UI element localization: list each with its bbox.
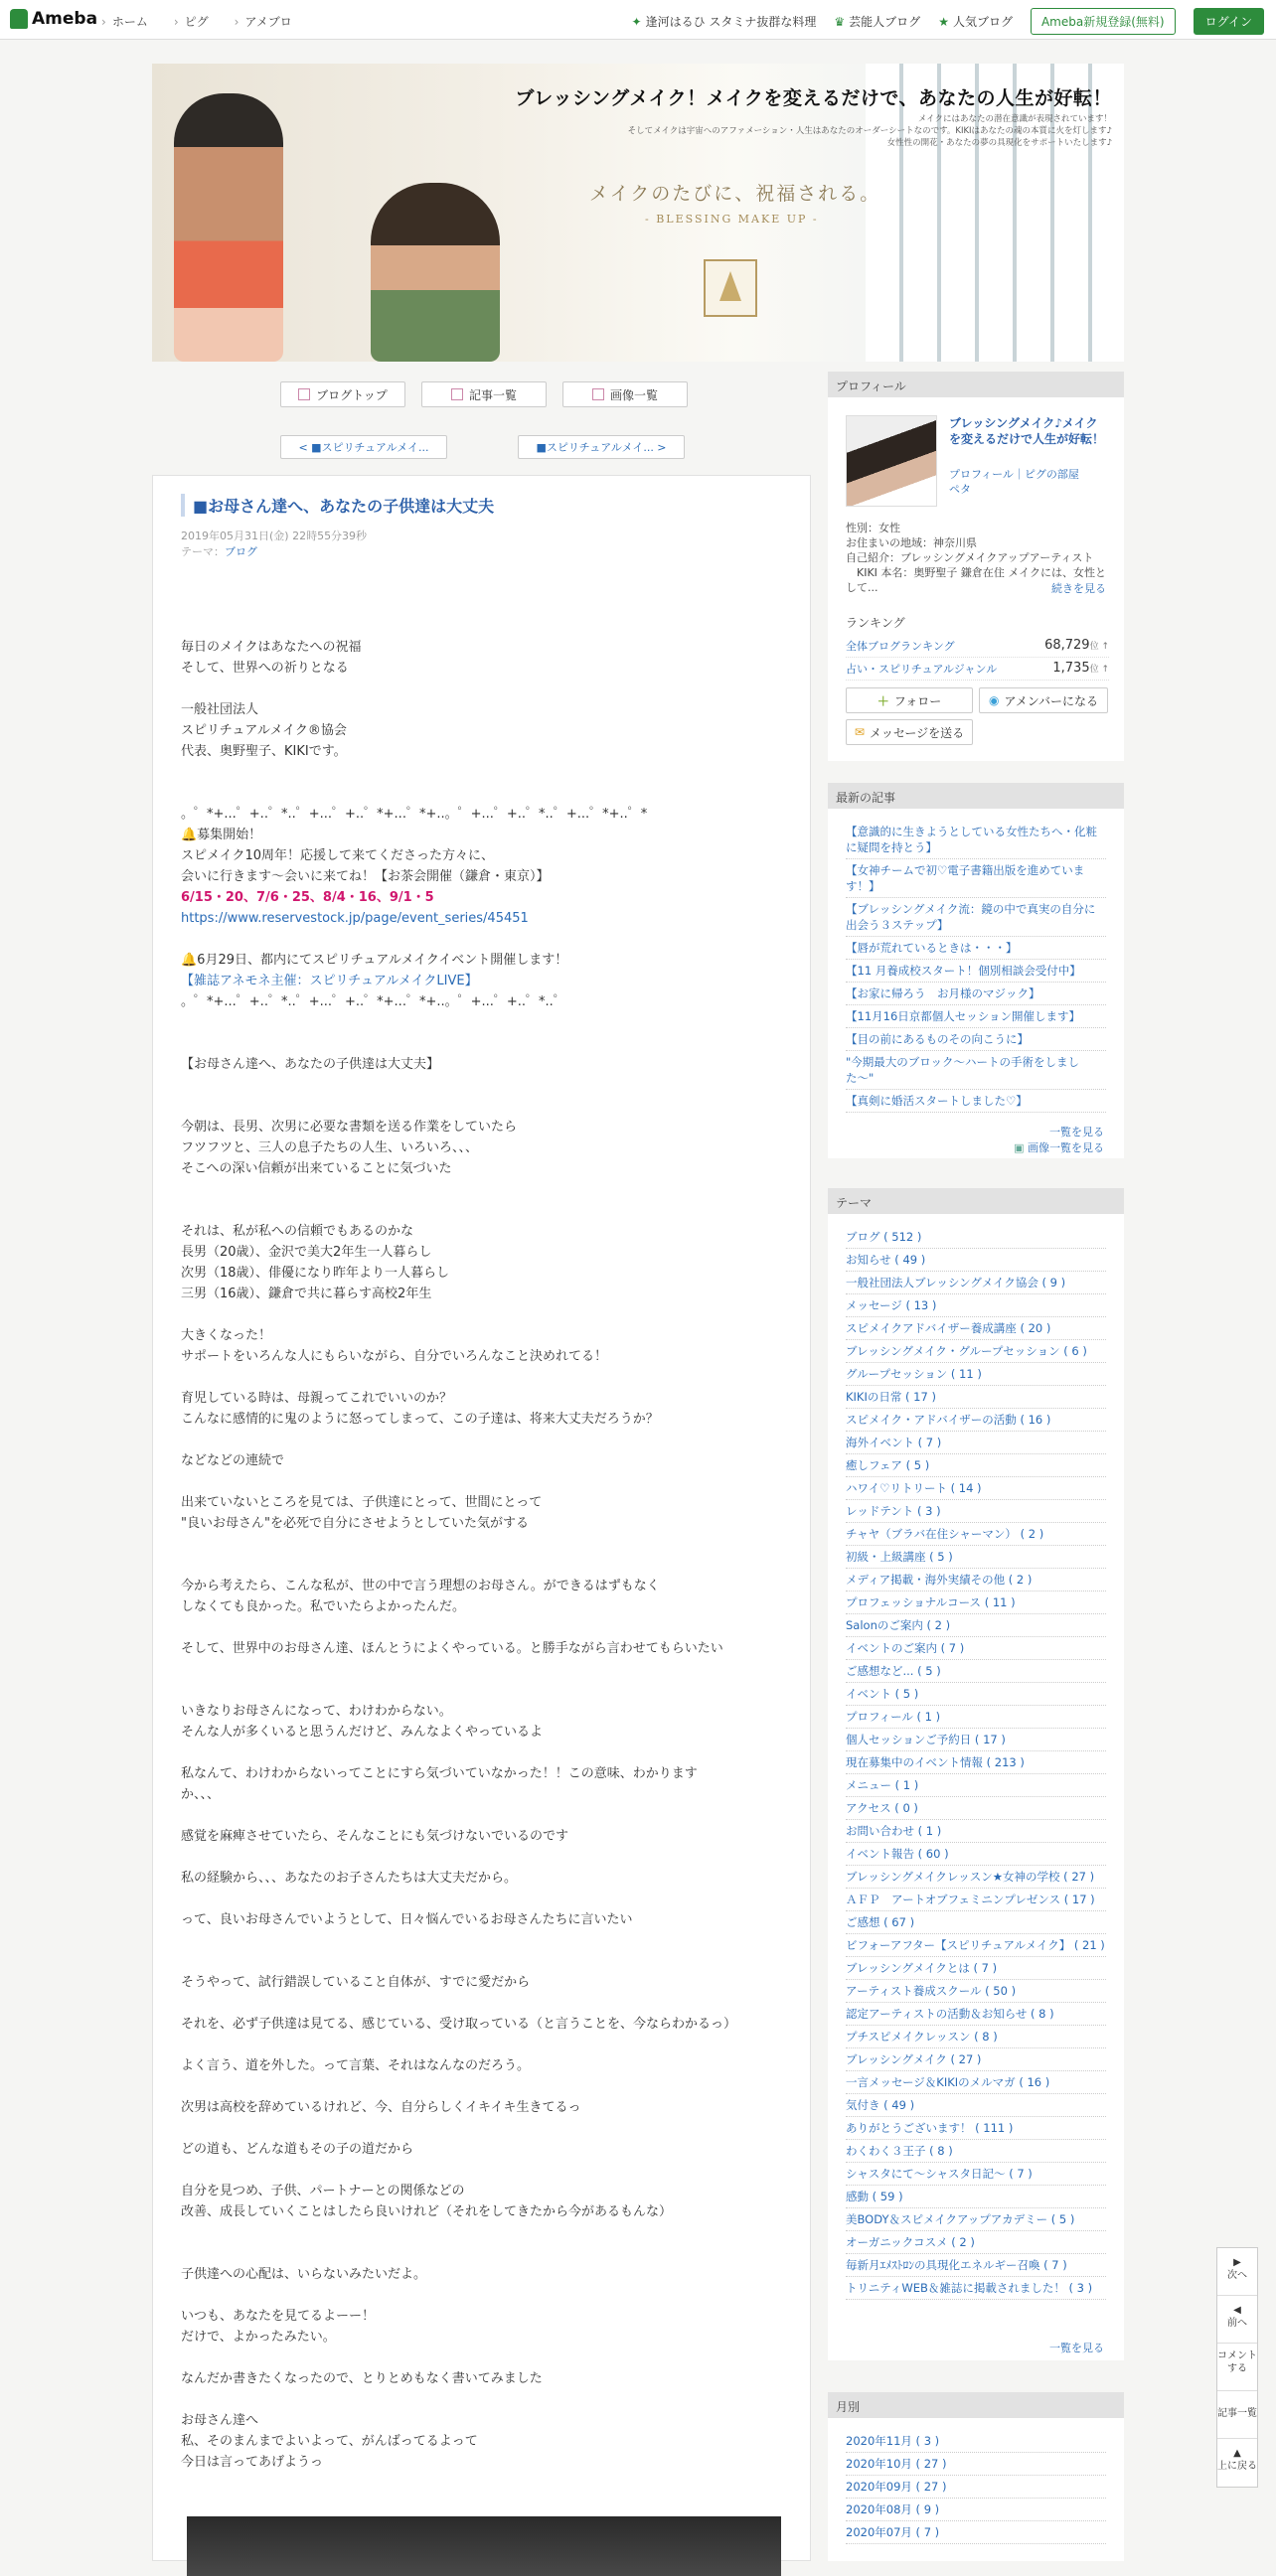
latest-header: 最新の記事 [828, 783, 1124, 809]
article-pager [280, 435, 685, 459]
float-list-button[interactable]: 記事一覧 [1217, 2391, 1257, 2439]
celebrity-blog-link[interactable]: ♛ 芸能人ブログ [834, 15, 921, 29]
theme-item[interactable]: 感動 ( 59 ) [846, 2186, 1106, 2208]
register-button[interactable]: Ameba新規登録(無料) [1031, 8, 1176, 35]
article-date: 2019年05月31日(金) 22時55分39秒 [181, 530, 368, 542]
theme-item[interactable]: メニュー ( 1 ) [846, 1774, 1106, 1797]
latest-articles-widget [828, 783, 1124, 1158]
theme-item[interactable]: 気付き ( 49 ) [846, 2094, 1106, 2117]
theme-item[interactable]: トリニティWEB＆雑誌に掲載されました！ ( 3 ) [846, 2277, 1106, 2300]
home-icon [298, 388, 310, 400]
image-icon: ▣ [1014, 1141, 1025, 1154]
theme-item[interactable]: シャスタにて〜シャスタ日記〜 ( 7 ) [846, 2163, 1106, 2186]
theme-item[interactable]: Salonのご案内 ( 2 ) [846, 1614, 1106, 1637]
profile-avatar[interactable] [846, 415, 937, 507]
nav-home[interactable]: › ホーム [101, 13, 148, 30]
theme-item[interactable]: KIKIの日常 ( 17 ) [846, 1386, 1106, 1409]
top-nav-right [632, 8, 1264, 35]
month-item[interactable]: 2020年11月 ( 3 ) [846, 2430, 1106, 2453]
next-article-button[interactable]: ■スピリチュアルメイ... > [518, 435, 685, 459]
month-list [846, 2430, 1106, 2544]
theme-item[interactable]: 癒しフェア ( 5 ) [846, 1454, 1106, 1477]
theme-item[interactable]: メッセージ ( 13 ) [846, 1294, 1106, 1317]
latest-item[interactable]: 【意識的に生きようとしている女性たちへ・化粧に疑問を持とう】 [846, 821, 1106, 859]
latest-item[interactable]: 【目の前にあるものその向こうに】 [846, 1028, 1106, 1051]
latest-item[interactable]: 【ブレッシングメイク流：鏡の中で真実の自分に出会う３ステップ】 [846, 898, 1106, 937]
month-item[interactable]: 2020年08月 ( 9 ) [846, 2499, 1106, 2521]
theme-item[interactable]: メディア掲載・海外実績その他 ( 2 ) [846, 1569, 1106, 1591]
article-body: 毎日のメイクはあなたへの祝福 そして、世界への祈りとなる 一般社団法人 スピリチュアルメイク®協会 代表、奥野聖子、KIKIです。 。゜*+...゜+..゜*..゜+...゜+..゜*+...゜*+..。゜+...゜+..゜*..゜+...゜*+..゜* 🔔募集開始！ スピメイク10周年！応援して来てくださった方々に、 会いに行きます〜会いに来てね！【お茶会開催（鎌倉・東京）】 6/15・20、7/6・25、8/4・16、9/1・5 https://www.reservestock.jp/page/event_series/45451 🔔6月29日、都内にてスピリチュアルメイクイベント開催します！ 【雑誌アネモネ主催：スピリチュアルメイクLIVE】 。゜*+...゜+..゜*..゜+...゜+..゜*+...゜*+..。゜+...゜+..゜*..゜ 【お母さん達へ、あなたの子供達は大丈夫】 今朝は、長男、次男に必要な書類を送る作業をしていたら フツフツと、三人の息子たちの人生、いろいろ、、、 そこへの深い信頼が出来ていることに気づいた それは、私が私への信頼でもあるのかな 長男（20歳）、金沢で美大2年生一人暮らし 次男（18歳）、俳優になり昨年より一人暮らし 三男（16歳）、鎌倉で共に暮らす高校2年生 大きくなった！ サポートをいろんな人にもらいながら、自分でいろんなこと決めれてる！ 育児している時は、母親ってこれでいいのか？ こんなに感情的に鬼のように怒ってしまって、この子達は、将来大丈夫だろうか？ などなどの連続で 出来ていないところを見ては、子供達にとって、世間にとって "良いお母さん"を必死で自分にさせようとしていた気がする 今から考えたら、こんな私が、世の中で言う理想のお母さん。ができるはずもなく しなくても良かった。私でいたらよかったんだ。 そして、世界中のお母さん達、ほんとうによくやっている。と勝手ながら言わせてもらいたい いきなりお母さんになって、わけわからない。 そんな人が多くいると思うんだけど、みんなよくやっているよ 私なんて、わけわからないってことにすら気づいていなかった！！この意味、わかります か、、、 感覚を麻痺させていたら、そんなことにも気づけないでいるのです 私の経験から、、、あなたのお子さんたちは大丈夫だから。 って、良いお母さんでいようとして、日々悩んでいるお母さんたちに言いたい そうやって、試行錯誤していること自体が、すでに愛だから それを、必ず子供達は見てる、感じている、受け取っている（と言うことを、今ならわかるっ） よく言う、道を外した。って言葉、それはなんなのだろう。 次男は高校を辞めているけれど、今、自分らしくイキイキ生きてるっ どの道も、どんな道もその子の道だから 自分を見つめ、子供、パートナーとの関係などの 改善、成長していくことはしたら良いけれど（それをしてきたから今があるもんな） 子供達への心配は、いらないみたいだよ。 いつも、あなたを見てるよーー！ だけで、よかったみたい。 なんだか書きたくなったので、とりとめもなく書いてみました お母さん達へ 私、そのまんまでよいよって、がんばってるよって 今日は言ってあげようっ [181, 640, 737, 2470]
theme-item[interactable]: 一言メッセージ＆KIKIのメルマガ ( 16 ) [846, 2071, 1106, 2094]
float-top-button[interactable]: ▲ 上に戻る [1217, 2448, 1257, 2472]
floating-nav [1216, 2247, 1258, 2488]
theme-item[interactable]: ブレッシングメイク・グループセッション ( 6 ) [846, 1340, 1106, 1363]
ranking-row-genre: 占い・スピリチュアルジャンル 1,735位 ↑ [846, 658, 1109, 681]
image-list-link[interactable]: ▣ 画像一覧を見る [1014, 1141, 1104, 1154]
latest-item[interactable]: 【唇が荒れているときは・・・】 [846, 937, 1106, 960]
theme-item[interactable]: 初級・上級講座 ( 5 ) [846, 1546, 1106, 1569]
theme-item[interactable]: ありがとうございます！ ( 111 ) [846, 2117, 1106, 2140]
ameba-logo-icon [10, 9, 28, 29]
theme-item[interactable]: オーガニックコスメ ( 2 ) [846, 2231, 1106, 2254]
ranking-label: ランキング [846, 616, 905, 630]
theme-more-link[interactable]: 一覧を見る [1049, 2342, 1104, 2354]
profile-links[interactable]: プロフィール｜ピグの部屋 ペタ [949, 468, 1079, 496]
latest-item[interactable]: 【お家に帰ろう お月様のマジック】 [846, 983, 1106, 1005]
theme-item[interactable]: スピメイク・アドバイザーの活動 ( 16 ) [846, 1409, 1106, 1432]
theme-item[interactable]: プチスピメイクレッスン ( 8 ) [846, 2026, 1106, 2048]
theme-item[interactable]: プロフェッショナルコース ( 11 ) [846, 1591, 1106, 1614]
latest-item[interactable]: 【11月16日京都個人セッション開催します】 [846, 1005, 1106, 1028]
theme-item[interactable]: わくわく３王子 ( 8 ) [846, 2140, 1106, 2163]
theme-header: テーマ [828, 1188, 1124, 1214]
member-icon: ◉ [989, 693, 1000, 707]
theme-item[interactable]: アクセス ( 0 ) [846, 1797, 1106, 1820]
theme-item[interactable]: イベント ( 5 ) [846, 1683, 1106, 1706]
latest-list-link[interactable]: 一覧を見る [1049, 1126, 1104, 1138]
tab-article-list[interactable]: 記事一覧 [421, 381, 547, 407]
tab-blog-top[interactable]: ブログトップ [280, 381, 405, 407]
article-photo[interactable] [187, 2516, 781, 2576]
crown-icon: ♛ [834, 15, 846, 29]
article-theme-link[interactable]: ブログ [225, 545, 257, 558]
up-arrow-icon: ▲ [1233, 2448, 1241, 2459]
theme-item[interactable]: グループセッション ( 11 ) [846, 1363, 1106, 1386]
blog-header-banner[interactable] [152, 64, 1124, 362]
profile-info: 性別：女性 お住まいの地域：神奈川県 自己紹介：ブレッシングメイクアップアーティスト KIKI 本名：奥野聖子 鎌倉在住 メイクには、女性と して... [846, 522, 1106, 594]
theme-item[interactable]: 認定アーティストの活動＆お知らせ ( 8 ) [846, 2003, 1106, 2026]
float-next-button[interactable]: ▶ 次へ [1217, 2248, 1257, 2296]
theme-item[interactable]: アーティスト養成スクール ( 50 ) [846, 1980, 1106, 2003]
header-tagline: メイクのたびに、祝福される。 [589, 183, 881, 205]
theme-item[interactable]: ＡＦＰ アートオブフェミニンプレゼンス ( 17 ) [846, 1889, 1106, 1911]
profile-name[interactable]: ブレッシングメイク♪メイクを変えるだけで人生が好転！ [949, 416, 1105, 446]
leaf-icon: ✦ [631, 15, 642, 29]
nav-pigg[interactable]: › ピグ [174, 13, 209, 30]
theme-item[interactable]: 現在募集中のイベント情報 ( 213 ) [846, 1751, 1106, 1774]
float-prev-button[interactable]: ◀ 前へ [1217, 2296, 1257, 2344]
article-card [152, 475, 811, 2561]
theme-item[interactable]: ブレッシングメイクとは ( 7 ) [846, 1957, 1106, 1980]
play-icon: ▶ [1233, 2257, 1241, 2268]
ranking-section [846, 614, 1109, 681]
latest-item[interactable]: 【真剣に婚活スタートしました♡】 [846, 1090, 1106, 1113]
theme-item[interactable]: ビフォーアフター【スピリチュアルメイク】 ( 21 ) [846, 1934, 1106, 1957]
theme-item[interactable]: お知らせ ( 49 ) [846, 1249, 1106, 1272]
monthly-archive-widget [828, 2392, 1124, 2561]
genre-ranking-link[interactable]: 占い・スピリチュアルジャンル [846, 663, 998, 676]
theme-widget [828, 1188, 1124, 2360]
theme-item[interactable]: ブログ ( 512 ) [846, 1226, 1106, 1249]
login-button[interactable]: ログイン [1194, 8, 1264, 35]
header-photo-artist [174, 93, 283, 362]
event-dates: 6/15・20、7/6・25、8/4・16、9/1・5 [181, 890, 434, 905]
theme-item[interactable]: ブレッシングメイク ( 27 ) [846, 2048, 1106, 2071]
star-icon: ★ [938, 15, 949, 29]
prev-article-button[interactable]: < ■スピリチュアルメイ... [280, 435, 447, 459]
theme-item[interactable]: ご感想 ( 67 ) [846, 1911, 1106, 1934]
top-bar [0, 0, 1276, 40]
month-item[interactable]: 2020年09月 ( 27 ) [846, 2476, 1106, 2499]
latest-list [846, 821, 1106, 1113]
theme-item[interactable]: 毎新月ｴﾒｽﾄﾛﾝの具現化エネルギー召喚 ( 7 ) [846, 2254, 1106, 2277]
theme-list [846, 1226, 1106, 2300]
tab-image-list[interactable]: 画像一覧 [562, 381, 688, 407]
article-title[interactable]: ■お母さん達へ、あなたの子供達は大丈夫 [181, 494, 494, 517]
theme-item[interactable]: ブレッシングメイクレッスン★女神の学校 ( 27 ) [846, 1866, 1106, 1889]
envelope-icon: ✉ [854, 725, 865, 739]
header-tagline-en: - BLESSING MAKE UP - [645, 213, 819, 226]
image-icon [592, 388, 604, 400]
reservation-link[interactable]: https://www.reservestock.jp/page/event_series/45451 [181, 911, 529, 926]
top-nav [101, 13, 292, 30]
float-comment-button[interactable]: コメントする [1217, 2344, 1257, 2391]
ranking-row-overall: 全体ブログランキング 68,729位 ↑ [846, 635, 1109, 658]
article-theme: テーマ：ブログ [181, 545, 257, 558]
list-icon [451, 388, 463, 400]
blog-tabs [280, 381, 688, 407]
trend-link[interactable]: ✦ 逢河はるひ スタミナ抜群な料理 [631, 15, 817, 29]
theme-item[interactable]: スピメイクアドバイザー養成講座 ( 20 ) [846, 1317, 1106, 1340]
back-icon: ◀ [1233, 2305, 1241, 2316]
latest-item[interactable]: 【11 月養成校スタート！個別相談会受付中】 [846, 960, 1106, 983]
theme-item[interactable]: 個人セッションご予約日 ( 17 ) [846, 1729, 1106, 1751]
send-message-button[interactable]: ✉ メッセージを送る [846, 719, 973, 745]
overall-ranking-link[interactable]: 全体ブログランキング [846, 640, 955, 653]
profile-more-link[interactable]: 続きを見る [1051, 582, 1106, 595]
header-photo-client [371, 183, 500, 362]
latest-item[interactable]: 【女神チームで初♡電子書籍出版を進めています！】 [846, 859, 1106, 898]
theme-item[interactable]: ハワイ♡リトリート ( 14 ) [846, 1477, 1106, 1500]
theme-item[interactable]: 海外イベント ( 7 ) [846, 1432, 1106, 1454]
theme-item[interactable]: ご感想など... ( 5 ) [846, 1660, 1106, 1683]
month-header: 月別 [828, 2392, 1124, 2418]
follow-button[interactable]: ＋ フォロー [846, 687, 973, 713]
month-item[interactable]: 2020年07月 ( 7 ) [846, 2521, 1106, 2544]
latest-more-links [1014, 1125, 1104, 1156]
amember-button[interactable]: ◉ アメンバーになる [979, 687, 1108, 713]
theme-item[interactable]: プロフィール ( 1 ) [846, 1706, 1106, 1729]
theme-item[interactable]: 美BODY＆スピメイクアップアカデミー ( 5 ) [846, 2208, 1106, 2231]
theme-item[interactable]: 一般社団法人ブレッシングメイク協会 ( 9 ) [846, 1272, 1106, 1294]
plus-icon: ＋ [877, 693, 889, 708]
month-item[interactable]: 2020年10月 ( 27 ) [846, 2453, 1106, 2476]
theme-item[interactable]: イベント報告 ( 60 ) [846, 1843, 1106, 1866]
event-link[interactable]: 【雑誌アネモネ主催：スピリチュアルメイクLIVE】 [181, 974, 478, 988]
blessing-emblem-logo [704, 259, 757, 317]
ameba-logo[interactable]: Ameba [10, 9, 97, 29]
profile-widget [828, 372, 1124, 761]
latest-item[interactable]: "今期最大のブロック〜ハートの手術をしました〜" [846, 1051, 1106, 1090]
popular-blog-link[interactable]: ★ 人気ブログ [938, 15, 1013, 29]
theme-item[interactable]: イベントのご案内 ( 7 ) [846, 1637, 1106, 1660]
theme-item[interactable]: チャヤ（ブラバ在住シャーマン） ( 2 ) [846, 1523, 1106, 1546]
nav-ameblo[interactable]: › アメブロ [235, 13, 292, 30]
blog-title: ブレッシングメイク！メイクを変えるだけで、あなたの人生が好転！ [515, 87, 1112, 109]
theme-item[interactable]: レッドテント ( 3 ) [846, 1500, 1106, 1523]
blog-description: メイクにはあなたの潜在意識が表現されています！ そしてメイクは宇宙へのアファメーション・人生はあなたのオーダーシートなのです。KIKIはあなたの魂の本質に火を灯します♪ 女性性の開花・あなたの夢の具現化をサポートいたします♪ [627, 114, 1112, 148]
profile-header: プロフィール [828, 372, 1124, 397]
theme-item[interactable]: お問い合わせ ( 1 ) [846, 1820, 1106, 1843]
